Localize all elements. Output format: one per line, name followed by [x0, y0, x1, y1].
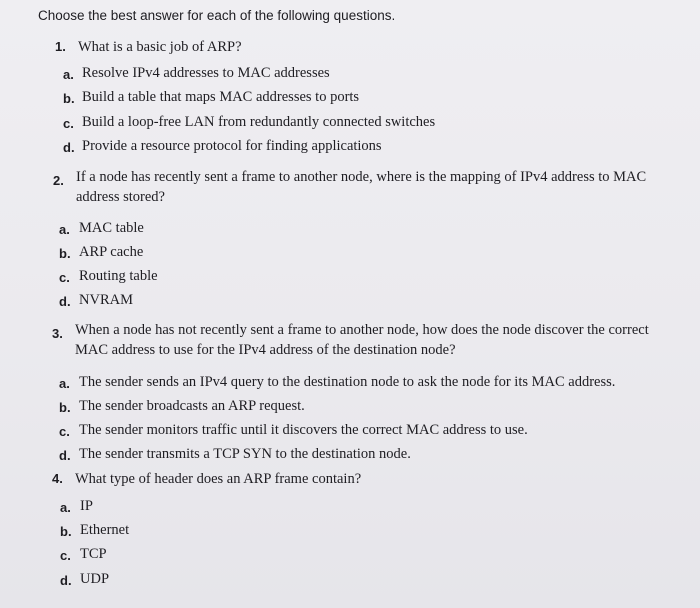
option-text[interactable]: Build a loop-free LAN from redundantly connected switches — [82, 114, 436, 130]
option-letter: d. — [63, 140, 75, 155]
instructions: Choose the best answer for each of the following questions. — [38, 8, 396, 23]
option-text[interactable]: Resolve IPv4 addresses to MAC addresses — [82, 65, 330, 81]
option-letter: d. — [59, 294, 71, 309]
option-text[interactable]: UDP — [80, 571, 110, 587]
question-text: If a node has recently sent a frame to another node, where is the mapping of IPv4 address to MAC address stored? — [76, 169, 647, 205]
option-text[interactable]: NVRAM — [79, 292, 133, 308]
option-text[interactable]: The sender transmits a TCP SYN to the destination node. — [79, 446, 411, 462]
option-text[interactable]: IP — [80, 498, 93, 514]
question-number: 4. — [52, 471, 63, 486]
option-letter: c. — [59, 424, 70, 439]
option-text[interactable]: Ethernet — [80, 522, 130, 538]
option-letter: c. — [63, 116, 74, 131]
question-text: When a node has not recently sent a frame to another node, how does the node discover the correct MAC address to use for the IPv4 address of the destination node? — [75, 322, 649, 358]
option-letter: b. — [59, 400, 71, 415]
option-text[interactable]: The sender sends an IPv4 query to the destination node to ask the node for its MAC address. — [79, 374, 616, 390]
option-letter: a. — [59, 376, 70, 391]
option-text[interactable]: TCP — [80, 546, 107, 562]
option-text[interactable]: The sender monitors traffic until it discovers the correct MAC address to use. — [79, 422, 528, 438]
option-text[interactable]: Provide a resource protocol for finding applications — [82, 138, 382, 154]
question-number: 1. — [55, 39, 66, 54]
option-letter: b. — [63, 91, 75, 106]
option-letter: a. — [63, 67, 74, 82]
question-text: What type of header does an ARP frame contain? — [75, 471, 362, 487]
option-text[interactable]: MAC table — [79, 220, 144, 236]
option-letter: c. — [60, 548, 71, 563]
option-letter: b. — [59, 246, 71, 261]
option-letter: c. — [59, 270, 70, 285]
option-text[interactable]: ARP cache — [79, 244, 144, 260]
question-number: 3. — [52, 326, 63, 341]
option-letter: d. — [60, 573, 72, 588]
option-text[interactable]: The sender broadcasts an ARP request. — [79, 398, 305, 414]
question-number: 2. — [53, 173, 64, 188]
option-text[interactable]: Build a table that maps MAC addresses to ports — [82, 89, 360, 105]
question-text: What is a basic job of ARP? — [78, 39, 242, 55]
option-letter: a. — [60, 500, 71, 515]
option-letter: d. — [59, 448, 71, 463]
option-letter: a. — [59, 222, 70, 237]
option-letter: b. — [60, 524, 72, 539]
option-text[interactable]: Routing table — [79, 268, 158, 284]
